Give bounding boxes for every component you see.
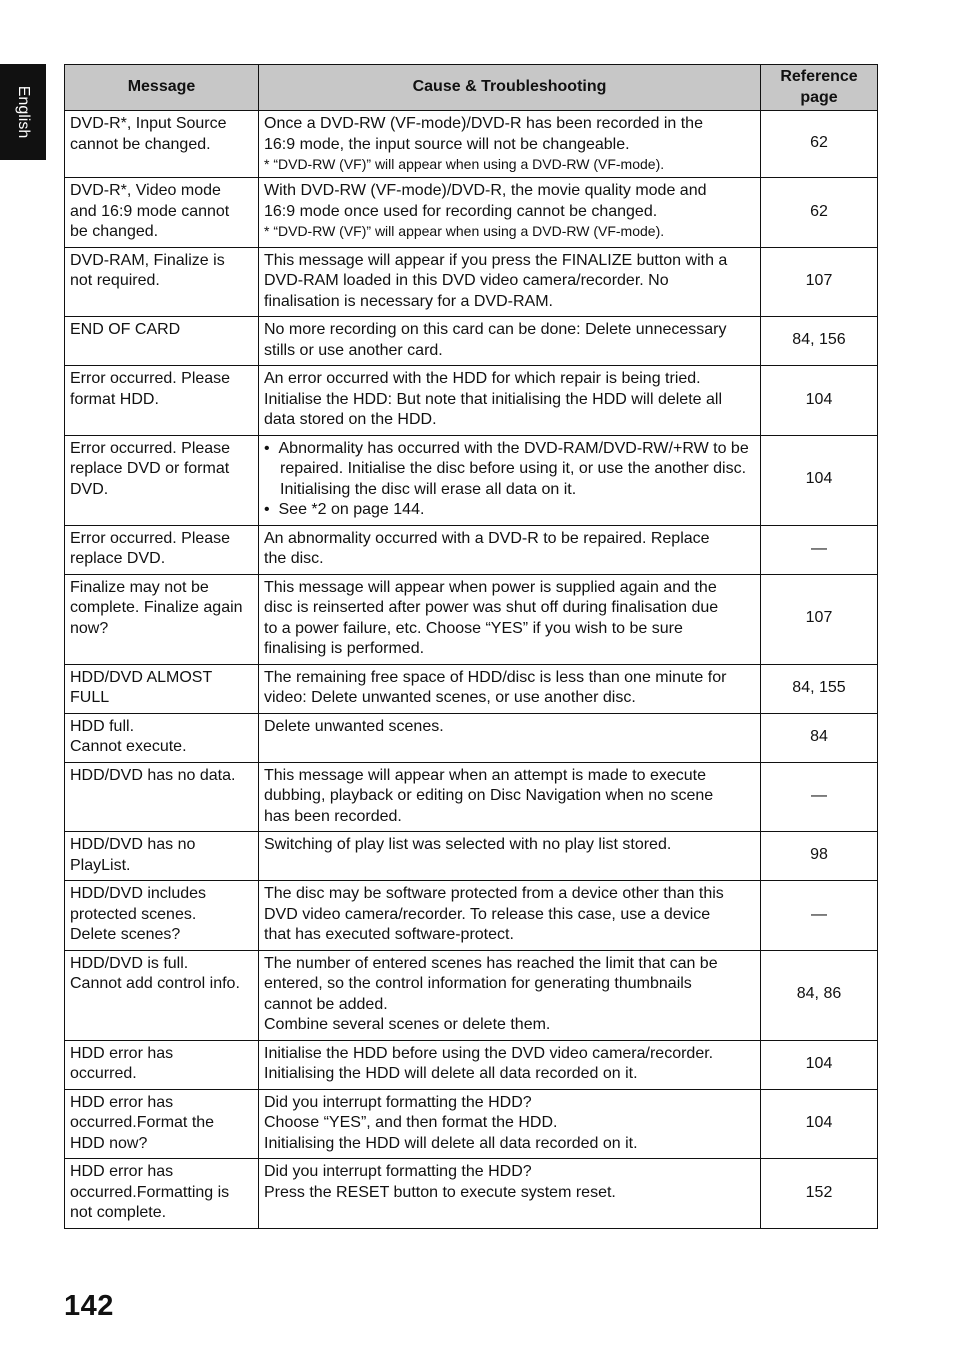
message-table xyxy=(64,64,878,1229)
table-row xyxy=(65,435,878,525)
cause-text: 16:9 mode, the input source will not be changeable. xyxy=(264,135,630,153)
message-cell xyxy=(65,247,259,317)
cause-text: 16:9 mode once used for recording cannot be changed. xyxy=(264,202,658,220)
message-text: HDD/DVD is full. xyxy=(70,954,189,972)
cause-text: cannot be added. xyxy=(264,995,388,1013)
message-text: DVD-RAM, Finalize is xyxy=(70,251,225,269)
reference-cell: 84, 155 xyxy=(761,664,878,713)
table-row xyxy=(65,832,878,881)
message-text: protected scenes. xyxy=(70,905,197,923)
message-text: HDD now? xyxy=(70,1134,148,1152)
message-cell xyxy=(65,435,259,525)
cause-text: Once a DVD-RW (VF-mode)/DVD-R has been recorded in the xyxy=(264,115,703,132)
reference-cell: 104 xyxy=(761,1040,878,1089)
message-cell xyxy=(65,366,259,436)
cause-cell xyxy=(259,435,761,525)
table-body xyxy=(65,111,878,1229)
cause-cell xyxy=(259,247,761,317)
message-text: HDD error has xyxy=(70,1163,174,1180)
cause-cell xyxy=(259,950,761,1040)
cause-text: Initialise the HDD: But note that initialising the HDD will delete all xyxy=(264,390,722,408)
message-text: Cannot add control info. xyxy=(70,975,240,992)
message-cell xyxy=(65,832,259,881)
cause-text: finalisation is necessary for a DVD-RAM. xyxy=(264,292,553,310)
cause-cell xyxy=(259,881,761,951)
cause-text: The disc may be software protected from a device other than this xyxy=(264,885,724,902)
cause-text: With DVD-RW (VF-mode)/DVD-R, the movie quality mode and xyxy=(264,182,707,199)
table-row xyxy=(65,178,878,248)
table-row xyxy=(65,762,878,832)
message-text: Error occurred. Please xyxy=(70,439,231,457)
reference-cell: 107 xyxy=(761,574,878,664)
footnote-text: * “DVD-RW (VF)” will appear when using a DVD-RW (VF-mode). xyxy=(264,223,665,239)
cause-text: DVD video camera/recorder. To release this case, use a device xyxy=(264,905,711,923)
message-text: HDD/DVD includes xyxy=(70,885,207,902)
message-text: DVD-R*, Video mode xyxy=(70,182,221,199)
cause-bullet-text: See *2 on page 144. xyxy=(278,501,425,518)
message-text: complete. Finalize again xyxy=(70,599,243,616)
cause-cell xyxy=(259,574,761,664)
table-row xyxy=(65,1159,878,1229)
message-text: Error occurred. Please xyxy=(70,529,231,547)
cause-cell xyxy=(259,178,761,248)
message-text: HDD/DVD has no data. xyxy=(70,766,236,784)
reference-cell: 62 xyxy=(761,178,878,248)
message-text: occurred.Format the xyxy=(70,1114,215,1131)
cause-text: This message will appear if you press the FINALIZE button with a xyxy=(264,251,728,269)
cause-text: Choose “YES”, and then format the HDD. xyxy=(264,1114,558,1131)
reference-cell: — xyxy=(761,525,878,574)
cause-text: Delete unwanted scenes. xyxy=(264,717,444,735)
cause-text: An abnormality occurred with a DVD-R to be repaired. Replace xyxy=(264,529,710,547)
message-text: HDD/DVD ALMOST xyxy=(70,668,213,686)
message-cell xyxy=(65,1040,259,1089)
message-text: not required. xyxy=(70,272,160,289)
reference-cell: 104 xyxy=(761,1089,878,1159)
cause-text: Initialising the HDD will delete all data recorded on it. xyxy=(264,1065,638,1082)
cause-text: No more recording on this card can be done: Delete unnecessary xyxy=(264,321,727,338)
cause-text: stills or use another card. xyxy=(264,341,443,359)
message-text: HDD error has xyxy=(70,1044,174,1062)
message-text: replace DVD. xyxy=(70,550,166,567)
message-text: Cannot execute. xyxy=(70,738,187,755)
message-text: HDD error has xyxy=(70,1093,174,1111)
cause-cell xyxy=(259,1159,761,1229)
reference-cell: 152 xyxy=(761,1159,878,1229)
reference-cell: — xyxy=(761,881,878,951)
message-text: Finalize may not be xyxy=(70,578,209,596)
message-text: not complete. xyxy=(70,1204,167,1221)
message-text: be changed. xyxy=(70,223,159,240)
cause-text: the disc. xyxy=(264,550,324,567)
message-cell xyxy=(65,762,259,832)
message-text: DVD. xyxy=(70,480,109,498)
cause-text: The number of entered scenes has reached the limit that can be xyxy=(264,954,718,972)
cause-text: to a power failure, etc. Choose “YES” if you wish to be sure xyxy=(264,619,683,637)
message-cell xyxy=(65,317,259,366)
bullet-icon: • xyxy=(264,501,279,518)
cause-text: Combine several scenes or delete them. xyxy=(264,1016,551,1033)
table-row xyxy=(65,664,878,713)
reference-cell: 62 xyxy=(761,111,878,178)
reference-cell: — xyxy=(761,762,878,832)
cause-text: DVD-RAM loaded in this DVD video camera/recorder. No xyxy=(264,272,669,289)
message-cell xyxy=(65,1089,259,1159)
table-row xyxy=(65,1040,878,1089)
message-text: and 16:9 mode cannot xyxy=(70,202,230,220)
language-tab xyxy=(0,64,46,160)
cause-text: Did you interrupt formatting the HDD? xyxy=(264,1093,532,1111)
message-text: PlayList. xyxy=(70,856,131,874)
footnote-text: * “DVD-RW (VF)” will appear when using a DVD-RW (VF-mode). xyxy=(264,156,665,172)
cause-text: Initialise the HDD before using the DVD video camera/recorder. xyxy=(264,1044,714,1062)
header-cause: Cause & Troubleshooting xyxy=(259,65,761,111)
cause-cell xyxy=(259,1089,761,1159)
cause-text: An error occurred with the HDD for which repair is being tried. xyxy=(264,370,701,387)
cause-text: Press the RESET button to execute system reset. xyxy=(264,1183,616,1201)
message-text: HDD full. xyxy=(70,717,135,735)
message-text: DVD-R*, Input Source xyxy=(70,115,227,132)
reference-cell: 84, 86 xyxy=(761,950,878,1040)
cause-cell xyxy=(259,525,761,574)
message-text: Delete scenes? xyxy=(70,926,181,943)
message-cell xyxy=(65,178,259,248)
cause-text: Initialising the HDD will delete all data recorded on it. xyxy=(264,1134,638,1152)
language-tab-label: English xyxy=(15,85,32,139)
cause-bullet xyxy=(264,500,755,521)
message-cell xyxy=(65,574,259,664)
message-text: occurred. xyxy=(70,1065,137,1082)
cause-cell xyxy=(259,317,761,366)
reference-cell: 84 xyxy=(761,713,878,762)
cause-cell xyxy=(259,1040,761,1089)
cause-text: Switching of play list was selected with no play list stored. xyxy=(264,836,672,853)
table-row xyxy=(65,713,878,762)
message-text: cannot be changed. xyxy=(70,135,211,153)
cause-text: data stored on the HDD. xyxy=(264,411,437,428)
table-row xyxy=(65,317,878,366)
message-text: occurred.Formatting is xyxy=(70,1183,230,1201)
cause-text: that has executed software-protect. xyxy=(264,926,514,943)
reference-cell: 104 xyxy=(761,366,878,436)
cause-text: has been recorded. xyxy=(264,807,402,825)
message-text: END OF CARD xyxy=(70,321,181,338)
message-cell xyxy=(65,881,259,951)
message-text: Error occurred. Please xyxy=(70,370,231,387)
header-reference: Reference page xyxy=(761,65,878,111)
cause-text: This message will appear when power is supplied again and the xyxy=(264,578,717,596)
table-row xyxy=(65,525,878,574)
table-row xyxy=(65,950,878,1040)
header-message: Message xyxy=(65,65,259,111)
table-row xyxy=(65,1089,878,1159)
cause-text: The remaining free space of HDD/disc is less than one minute for xyxy=(264,668,727,686)
cause-text: dubbing, playback or editing on Disc Navigation when no scene xyxy=(264,787,714,804)
message-text: HDD/DVD has no xyxy=(70,836,196,853)
message-cell xyxy=(65,664,259,713)
message-text: replace DVD or format xyxy=(70,460,230,477)
message-cell xyxy=(65,111,259,178)
cause-text: This message will appear when an attempt is made to execute xyxy=(264,766,707,784)
cause-bullet xyxy=(264,439,755,501)
cause-cell xyxy=(259,664,761,713)
cause-text: disc is reinserted after power was shut off during finalisation due xyxy=(264,599,719,616)
message-text: format HDD. xyxy=(70,390,159,408)
cause-cell xyxy=(259,111,761,178)
message-cell xyxy=(65,1159,259,1229)
cause-text: Did you interrupt formatting the HDD? xyxy=(264,1163,532,1180)
bullet-icon: • xyxy=(264,439,279,457)
reference-cell: 84, 156 xyxy=(761,317,878,366)
page-number: 142 xyxy=(64,1290,114,1322)
cause-text: entered, so the control information for generating thumbnails xyxy=(264,975,692,992)
message-text: FULL xyxy=(70,689,110,706)
cause-text: video: Delete unwanted scenes, or use another disc. xyxy=(264,689,636,706)
reference-cell: 104 xyxy=(761,435,878,525)
table-row xyxy=(65,881,878,951)
message-cell xyxy=(65,950,259,1040)
message-text: now? xyxy=(70,619,109,637)
table-header-row xyxy=(65,65,878,111)
reference-cell: 107 xyxy=(761,247,878,317)
cause-text: finalising is performed. xyxy=(264,640,425,657)
table-row xyxy=(65,574,878,664)
reference-cell: 98 xyxy=(761,832,878,881)
cause-bullet-text: Abnormality has occurred with the DVD-RAM/DVD-RW/+RW to be repaired. Initialise the disc before using it, or use the another disc. Initialising the disc will erase all data on it. xyxy=(278,439,749,498)
table-row xyxy=(65,247,878,317)
table-row xyxy=(65,111,878,178)
cause-cell xyxy=(259,713,761,762)
message-cell xyxy=(65,713,259,762)
cause-cell xyxy=(259,366,761,436)
table-row xyxy=(65,366,878,436)
cause-cell xyxy=(259,762,761,832)
message-cell xyxy=(65,525,259,574)
cause-cell xyxy=(259,832,761,881)
